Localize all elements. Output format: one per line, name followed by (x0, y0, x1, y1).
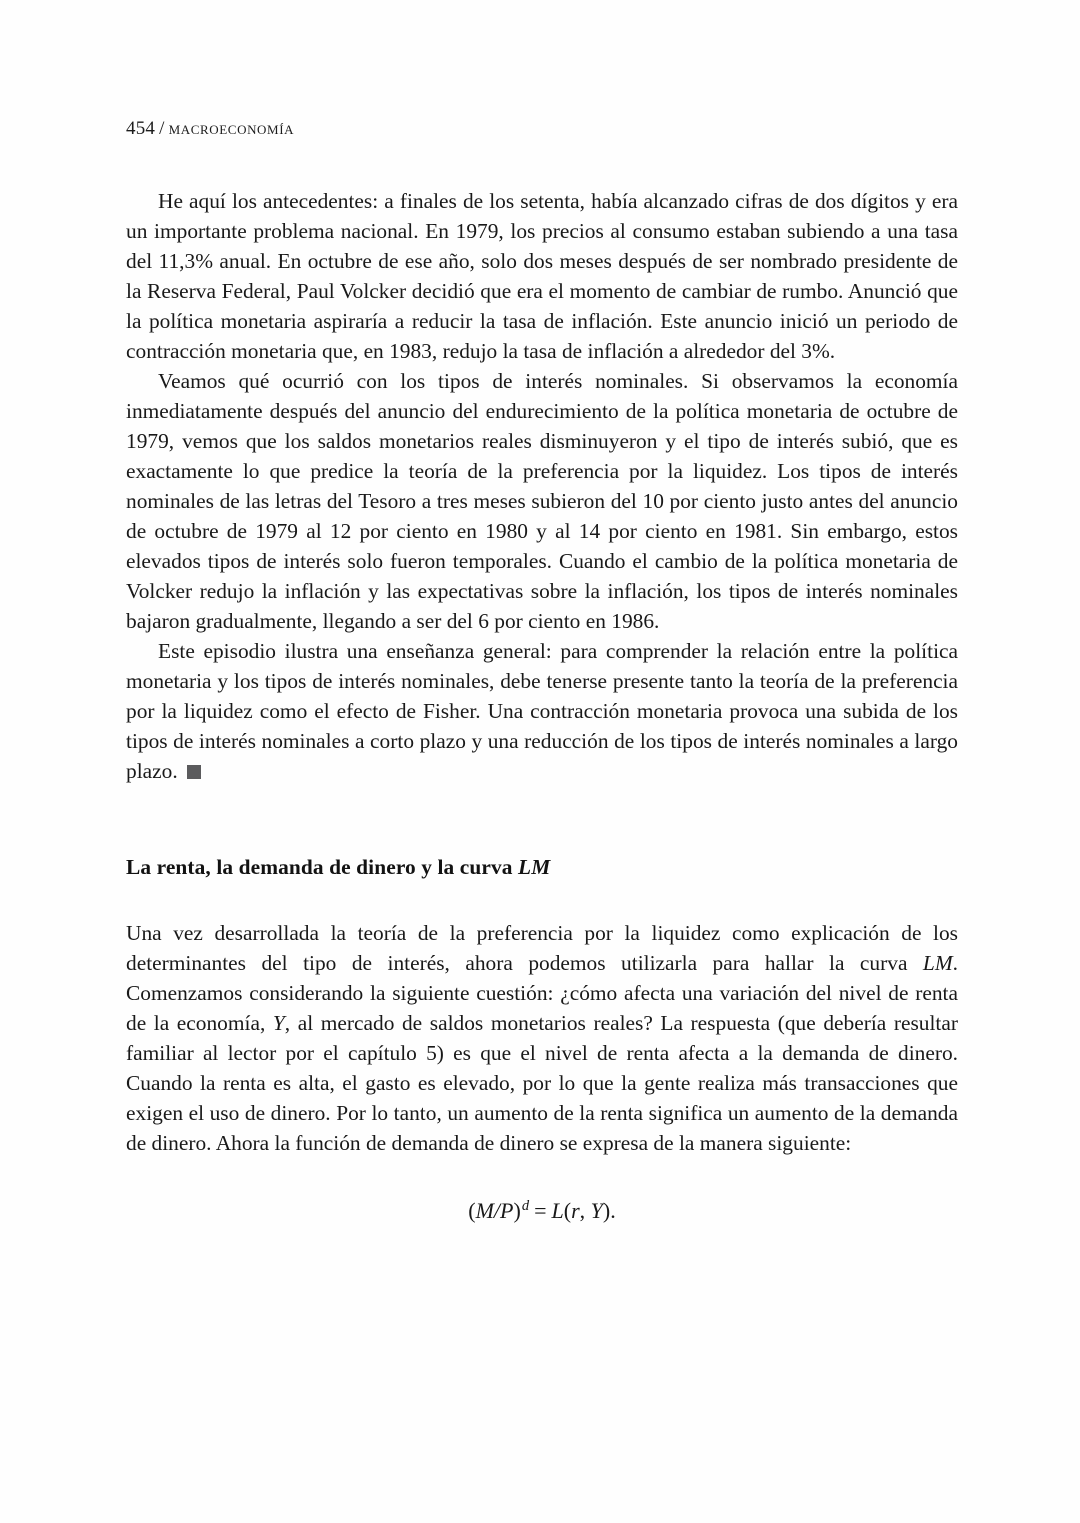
spacer-before-equation (126, 1158, 958, 1196)
equation-period: . (610, 1198, 616, 1223)
equation-open-paren: ( (468, 1198, 476, 1223)
paragraph-lm-intro (126, 918, 958, 1158)
equation-arg-r: r (571, 1198, 580, 1223)
paragraph-ensenanza (126, 636, 958, 786)
paragraph-text: Veamos qué ocurrió con los tipos de interés nominales. Si observamos la economía inmediatamente después del anuncio del endurecimiento de la política monetaria de octubre de 1979, vemos que los saldos monetarios reales disminuyeron y el tipo de interés subió, que es exactamente lo que predice la teoría de la preferencia por la liquidez. Los tipos de interés nominales de las letras del Tesoro a tres meses subieron del 10 por ciento justo antes del anuncio de octubre de 1979 al 12 por ciento en 1980 y al 14 por ciento en 1981. Sin embargo, estos elevados tipos de interés solo fueron temporales. Cuando el cambio de la política monetaria de Volcker redujo la inflación y las expectativas sobre la inflación, los tipos de interés nominales bajaron gradualmente, llegando a ser del 6 por ciento en 1986. (126, 369, 958, 633)
page-folio: 454 (126, 118, 156, 139)
equation-slash: / (493, 1198, 501, 1223)
equation-arg-close-paren: ) (602, 1198, 611, 1223)
inline-symbol-lm: LM (922, 951, 953, 975)
page-content-column (126, 118, 958, 1226)
section-heading-lm-symbol: LM (518, 855, 551, 879)
inline-symbol-y: Y (272, 1011, 285, 1035)
section-heading-text: La renta, la demanda de dinero y la curva (126, 855, 519, 879)
spacer-before-heading (126, 786, 958, 852)
paragraph-text: He aquí los antecedentes: a finales de los setenta, había alcanzado cifras de dos dígitos y era un importante problema nacional. En 1979, los precios al consumo estaban subiendo a una tasa del 11,3% anual. En octubre de ese año, solo dos meses después de ser nombrado presidente de la Reserva Federal, Paul Volcker decidió que era el momento de cambiar de rumbo. Anunció que la política monetaria aspiraría a reducir la tasa de inflación. Este anuncio inició un periodo de contracción monetaria que, en 1983, redujo la tasa de inflación a alrededor del 3%. (126, 189, 958, 363)
spacer-after-heading (126, 882, 958, 918)
running-head-separator: / (159, 118, 165, 139)
equation-money-symbol: M (475, 1198, 494, 1223)
equation-arg-y: Y (590, 1198, 603, 1223)
paragraph-text: Este episodio ilustra una enseñanza general: para comprender la relación entre la política monetaria y los tipos de interés nominales, debe tenerse presente tanto la teoría de la preferencia por la liquidez como el efecto de Fisher. Una contracción monetaria provoca una subida de los tipos de interés nominales a corto plazo y una reducción de los tipos de interés nominales a largo plazo. (126, 639, 958, 783)
equation-function-l: L (551, 1198, 564, 1223)
equation-superscript-d: d (521, 1197, 530, 1214)
paragraph-tipos-interes (126, 366, 958, 636)
equation-price-symbol: P (500, 1198, 514, 1223)
running-head-book-title: macroeconomía (168, 118, 295, 139)
end-of-example-marker-icon (187, 765, 201, 779)
running-head (126, 118, 958, 140)
paragraph-text-part-3: , al mercado de saldos monetarios reales? La respuesta (que debería resultar familiar al lector por el capítulo 5) es que el nivel de renta afecta a la demanda de dinero. Cuando la renta es alta, el gasto es elevado, por lo que la gente realiza más transacciones que exigen el uso de dinero. Por lo tanto, un aumento de la renta significa un aumento de la demanda de dinero. Ahora la función de demanda de dinero se expresa de la manera siguiente: (126, 1011, 958, 1155)
equation-arg-open-paren: ( (563, 1198, 572, 1223)
section-heading-lm-curve (126, 852, 958, 882)
paragraph-antecedentes (126, 186, 958, 366)
paragraph-text-part-1: Una vez desarrollada la teoría de la preferencia por la liquidez como explicación de los determinantes del tipo de interés, ahora podemos utilizarla para hallar la curva (126, 921, 958, 975)
equation-close-paren: ) (513, 1198, 521, 1223)
display-equation-money-demand (126, 1196, 958, 1226)
equation-equals-sign: = (534, 1198, 547, 1223)
equation-arg-separator: , (579, 1198, 591, 1223)
paragraph-text-part-2: . Comenzamos considerando la siguiente cuestión: ¿cómo afecta una variación del nivel de renta de la economía, (126, 951, 958, 1035)
